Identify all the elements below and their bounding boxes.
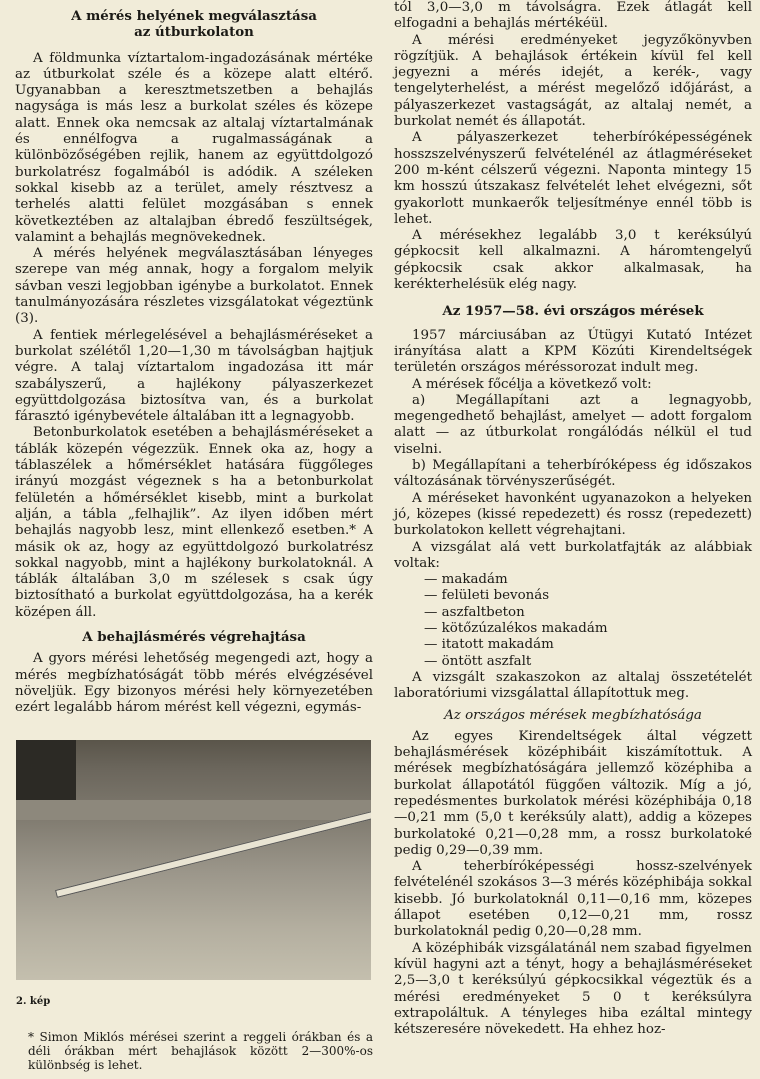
photo-road-measurement xyxy=(16,740,371,980)
paragraph: A vizsgálat alá vett burkolatfajták az alábbiak voltak: xyxy=(394,539,752,571)
paragraph: A mérési eredményeket jegyzőkönyvben rögzítjük. A behajlások értékein kívül fel kell jegyezni a mérés idejét, a kerék-, vagy tengelyterhelést, a mérést megelőző időjárást, a pályaszerkezet vastagságát, az altalaj nemét, a burkolat nemét és állapotát. xyxy=(394,32,752,130)
list-item: — kötőzúzalékos makadám xyxy=(424,620,608,636)
paragraph: A földmunka víztartalom-ingadozásának mértéke az útburkolat széle és a közepe alatt eltérő. Ugyanabban a keresztmetszetben a behajlás nagysága is más lesz a burkolat széles és közepe alatt. Ennek oka nemcsak az altalaj víztartalmának és ennélfogva a rugalmasságának a különbözőségében rejlik, hanem az együttdolgozó burkolatrész fogalmából is adódik. A széleken sokkal kisebb az a terület, amely résztvesz a terhelés alatti felület mozgásában s ennek következtében az altalajban ébredő feszültségek, valamint a behajlás megnövekednek. xyxy=(15,50,373,245)
photo-dark-area xyxy=(16,740,76,800)
section-heading: A mérés helyének megválasztása xyxy=(71,8,317,24)
section-heading-line2: az útburkolaton xyxy=(134,24,254,41)
paragraph: A méréseket havonként ugyanazokon a helyeken jó, közepes (kissé repedezett) és rossz (repedezett) burkolatokon kellett végrehajtani. xyxy=(394,490,752,539)
paragraph: A középhibák vizsgálatánál nem szabad figyelmen kívül hagyni azt a tényt, hogy a behajlásméréseket 2,5—3,0 t keréksúlyú gépkocsikkal végeztük és a mérési eredményeket 5 0 t keréksúlyra extrapoláltuk. A tényleges hiba ezáltal mintegy kétszeresére növekedett. Ha ehhez hoz- xyxy=(394,940,752,1038)
paragraph: tól 3,0—3,0 m távolságra. Ezek átlagát kell elfogadni a behajlás mértékéül. xyxy=(394,0,752,32)
paragraph: A teherbíróképességi hossz-szelvények felvételénél szokásos 3—3 mérés középhibája sokkal kisebb. Jó burkolatoknál 0,11—0,16 mm, közepes állapot esetében 0,12—0,21 mm, rossz burkolatoknál pedig 0,20—0,28 mm. xyxy=(394,859,752,940)
paragraph: b) Megállapítani a teherbíróképess ég időszakos változásának törvényszerűségét. xyxy=(394,458,752,490)
paragraph: A vizsgált szakaszokon az altalaj összetételét laboratóriumi vizsgálattal állapítottuk meg. xyxy=(394,669,752,702)
paragraph: a) Megállapítani azt a legnagyobb, megengedhető behajlást, amelyet — adott forgalom alatt — az útburkolat rongálódás nélkül el tud viselni. xyxy=(394,392,752,457)
list-item: — aszfaltbeton xyxy=(424,604,525,620)
section-heading: Az országos mérések megbízhatósága xyxy=(444,708,702,724)
paragraph: A gyors mérési lehetőség megengedi azt, hogy a mérés megbízhatóságát több mérés elvégzésével növeljük. Egy bizonyos mérési hely környezetében ezért legalább három mérést kell végezni, egymás- xyxy=(15,651,373,716)
list-item: — felületi bevonás xyxy=(424,588,550,604)
footnote xyxy=(28,1030,373,1072)
paragraph: Betonburkolatok esetében a behajlásméréseket a táblák közepén végezzük. Ennek oka az, hogy a táblaszélek a hőmérséklet hatására függőleges irányú mozgást végeznek s ha a betonburkolat felületén a hőmérséklet kisebb, mint a burkolat alján, a tábla „felhajlik”. Az ilyen időben mért behajlás nagyobb lesz, mint ellenkező esetben.* A másik ok az, hogy az együttdolgozó burkolatrész sokkal nagyobb, mint a hajlékony burkolatoknál. A táblák általában 3,0 m szélesek s csak úgy biztosítható a burkolat együttdolgozása, ha a kerék középen áll. xyxy=(15,425,373,620)
list-item: — itatott makadám xyxy=(424,637,554,653)
paragraph: A fentiek mérlegelésével a behajlásméréseket a burkolat szélétől 1,20—1,30 m távolságban hajtjuk végre. A talaj víztartalom ingadozása itt már szabályszerű, a hajlékony pályaszerkezet együttdolgozása biztosítva van, és a burkolat fárasztó igénybevétele általában itt a legnagyobb. xyxy=(15,327,373,425)
section-heading: Az 1957—58. évi országos mérések xyxy=(442,303,704,320)
paragraph: A pályaszerkezet teherbíróképességének hosszszelvényszerű felvételénél az átlagméréseket 200 m-ként célszerű végezni. Naponta mintegy 15 km hosszú útszakasz felvételét lehet elvégezni, sőt gyakorlott munkaerők teljesítménye ennél több is lehet. xyxy=(394,130,752,227)
paragraph: A mérések főcélja a következő volt: xyxy=(412,376,652,392)
list-item: — öntött aszfalt xyxy=(424,653,532,669)
photo-measuring-beam xyxy=(55,810,371,898)
footnote-text: * Simon Miklós mérései szerint a reggeli órákban és a déli órákban mért behajlások között 2—300%-os különbség is lehet. xyxy=(28,1030,373,1072)
paragraph: 1957 márciusában az Útügyi Kutató Intézet irányítása alatt a KPM Közúti Kirendeltségek területén országos méréssorozat indult meg. xyxy=(394,327,752,376)
list-item: — makadám xyxy=(424,572,508,588)
paragraph: A mérésekhez legalább 3,0 t keréksúlyú gépkocsit kell alkalmazni. A háromtengelyű gépkocsik csak akkor alkalmasak, ha kerékterhelésük elég nagy. xyxy=(394,228,752,293)
section-heading: A behajlásmérés végrehajtása xyxy=(82,628,306,645)
paragraph: A mérés helyének megválasztásában lényeges szerepe van még annak, hogy a forgalom melyik sávban veszi legjobban igénybe a burkolatot. Ennek tanulmányozására részletes vizsgálatokat végeztünk (3). xyxy=(15,246,373,327)
photo-caption: 2. kép xyxy=(16,996,51,1007)
right-column xyxy=(394,0,752,1038)
left-column xyxy=(15,0,373,716)
photo-road-edge xyxy=(16,800,371,820)
paragraph: Az egyes Kirendeltségek által végzett behajlásmérések középhibáit kiszámítottuk. A mérések megbízhatóságára jellemző középhiba a burkolat állapotától függően változik. Míg a jó, repedésmentes burkolatok mérési középhibája 0,18—0,21 mm (5,0 t keréksúly alatt), addig a közepes burkolatoké 0,21—0,28 mm, a rossz burkolatoké pedig 0,29—0,39 mm. xyxy=(394,728,752,858)
